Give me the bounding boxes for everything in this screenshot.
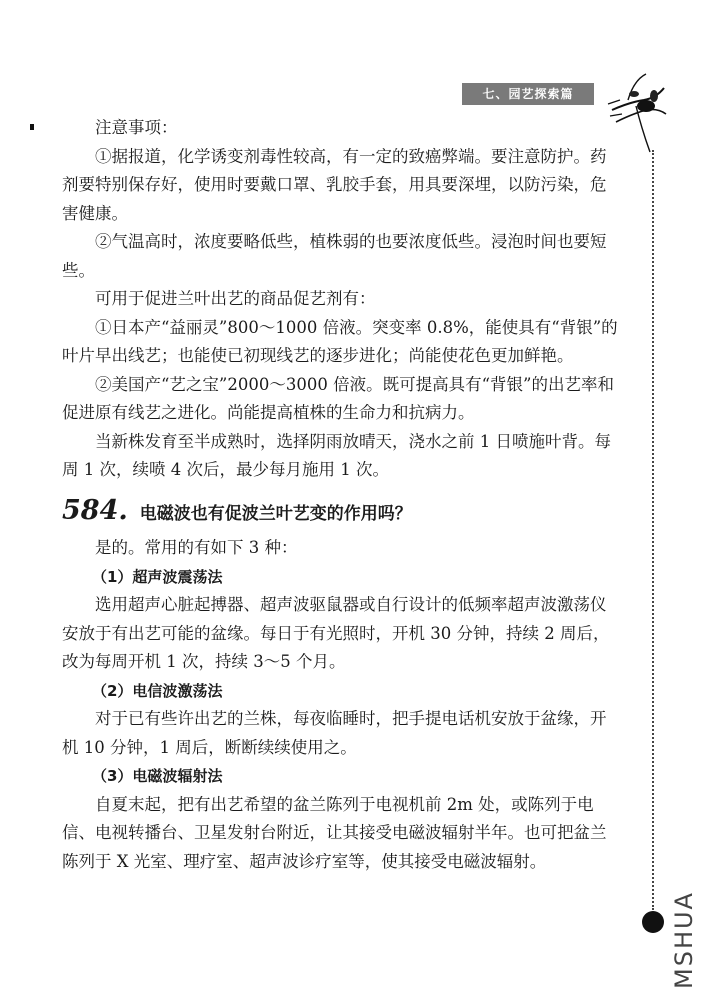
margin-dotted-rule xyxy=(652,150,654,910)
answer-intro: 是的。常用的有如下 3 种： xyxy=(95,538,298,557)
margin-speck xyxy=(30,124,34,130)
method-text: 自夏末起，把有出艺希望的盆兰陈列于电视机前 2m 处，或陈列于电信、电视转播台、卫星发射台附近，让其接受电磁波辐射半年。也可把盆兰陈列于 X 光室、理疗室、超声波诊疗室等，使其接受电磁波辐射。 xyxy=(62,794,607,871)
method-text: 选用超声心脏起搏器、超声波驱鼠器或自行设计的低频率超声波激荡仪安放于有出艺可能的盆缘。每日于有光照时，开机 30 分钟，持续 2 周后，改为每周开机 1 次，持续 3～5 个月。 xyxy=(62,595,610,671)
question-number: 584. xyxy=(62,494,128,526)
method-heading: （1）超声波震荡法 xyxy=(92,567,223,586)
paragraph: ①日本产“益丽灵”800～1000 倍液。突变率 0.8%，能使具有“背银”的叶片早出线艺；也能使已初现线艺的逐步进化；尚能使花色更加鲜艳。 xyxy=(62,317,618,365)
paragraph: 可用于促进兰叶出艺的商品促艺剂有： xyxy=(95,289,376,308)
method-heading: （2）电信波激荡法 xyxy=(92,681,223,700)
method-heading: （3）电磁波辐射法 xyxy=(92,767,223,785)
page-edge-dot xyxy=(642,911,664,933)
watermark-text: MSHUA xyxy=(670,891,698,989)
question-heading xyxy=(62,494,622,529)
paragraph: 注意事项： xyxy=(95,118,178,137)
watermark-corner xyxy=(664,880,704,1001)
paragraph: ①据报道，化学诱变剂毒性较高，有一定的致癌弊端。要注意防护。药剂要特别保存好，使用时要戴口罩、乳胶手套，用具要深埋，以防污染，危害健康。 xyxy=(62,146,607,223)
method-text: 对于已有些许出艺的兰株，每夜临睡时，把手提电话机安放于盆缘，开机 10 分钟，1 周后，断断续续使用之。 xyxy=(62,709,607,757)
question-title: 电磁波也有促波兰叶艺变的作用吗？ xyxy=(139,503,412,524)
paragraph: ②气温高时，浓度要略低些，植株弱的也要浓度低些。浸泡时间也要短些。 xyxy=(62,232,607,280)
paragraph: ②美国产“艺之宝”2000～3000 倍液。既可提高具有“背银”的出艺率和促进原有线艺之进化。尚能提高植株的生命力和抗病力。 xyxy=(62,374,614,422)
page-content xyxy=(62,114,622,876)
paragraph: 当新株发育至半成熟时，选择阴雨放晴天，浇水之前 1 日喷施叶背。每周 1 次，续喷 4 次后，最少每月施用 1 次。 xyxy=(62,431,611,479)
section-label: 七、园艺探索篇 xyxy=(462,83,594,105)
